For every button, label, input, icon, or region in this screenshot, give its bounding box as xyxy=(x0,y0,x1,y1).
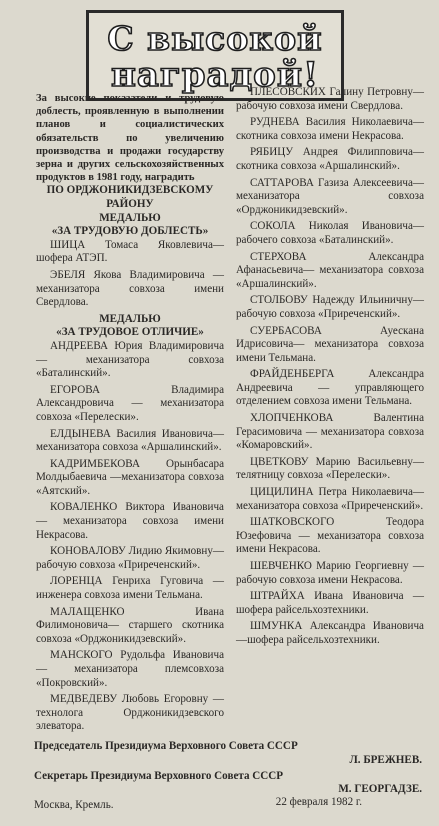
award-entry xyxy=(236,456,424,483)
date: 22 февраля 1982 г. xyxy=(275,796,362,808)
award-entry-text: СТЕРХОВА Александра Афанасьевича— механизатора совхоза «Аршалинский». xyxy=(236,250,424,290)
award-entry-text: МАЛАЩЕНКО Ивана Филимоновича— старшего скотника совхоза «Орджоникидзевский». xyxy=(36,605,224,645)
right-column xyxy=(236,86,424,651)
secretary-label: Секретарь Президиума Верховного Совета СССР xyxy=(34,770,284,782)
award-entry-text: МЕДВЕДЕВУ Любовь Егоровну —технолога Орджоникидзевского элеватора. xyxy=(36,693,224,733)
medal1-title: МЕДАЛЬЮ xyxy=(99,211,161,224)
award-entry xyxy=(236,146,424,173)
award-entry-text: ШТРАЙХА Ивана Ивановича — шофера райсельхозтехники. xyxy=(236,590,424,616)
medal1-name: «ЗА ТРУДОВУЮ ДОБЛЕСТЬ» xyxy=(51,225,209,238)
award-entry xyxy=(236,486,424,513)
award-entry-text: ЛОРЕНЦА Генриха Гуговича —инженера совхоза имени Тельмана. xyxy=(36,575,224,602)
left-award-list xyxy=(36,340,224,734)
award-entry-text: ЭБЕЛЯ Якова Владимировича —механизатора совхоза имени Свердлова. xyxy=(36,268,224,309)
award-entry xyxy=(236,325,424,366)
award-entry xyxy=(36,239,224,266)
place: Москва, Кремль. xyxy=(34,799,114,811)
award-entry xyxy=(236,620,424,647)
award-entry-text: КАДРИМБЕКОВА Орынбасара Молдыбаевича —механизатора совхоза «Аятский». xyxy=(36,457,224,497)
award-entry-text: ФРАЙДЕНБЕРГА Александра Андреевича — управляющего отделением совхоза имени Тельмана. xyxy=(236,368,424,408)
award-entry-text: ХЛОПЧЕНКОВА Валентина Герасимовича — механизатора совхоза «Комаровский». xyxy=(236,412,424,452)
medal2-name: «ЗА ТРУДОВОЕ ОТЛИЧИЕ» xyxy=(56,326,204,339)
award-entry-text: ЦИЦИЛИНА Петра Николаевича—механизатора совхоза «Приреченский». xyxy=(236,486,424,512)
award-entry xyxy=(36,606,224,647)
award-entry xyxy=(36,428,224,455)
award-entry xyxy=(36,269,224,310)
award-entry xyxy=(36,384,224,425)
award-entry-text: СУЕРБАСОВА Ауескана Идрисовича— механизатора совхоза имени Тельмана. xyxy=(236,324,424,364)
award-entry-text: ЦВЕТКОВУ Марию Васильевну— телятницу совхоза «Перелески». xyxy=(236,455,424,482)
medal2-title: МЕДАЛЬЮ xyxy=(99,312,161,325)
award-entry-text: ШАТКОВСКОГО Теодора Юзефовича — механизатора совхоза имени Некрасова. xyxy=(236,516,424,556)
district-heading: ПО ОРДЖОНИКИДЗЕВСКОМУ РАЙОНУ xyxy=(46,184,214,211)
award-entry xyxy=(36,545,224,572)
award-entry xyxy=(236,560,424,587)
award-entry xyxy=(236,368,424,409)
headline-line-2: наградой! xyxy=(110,55,320,95)
award-entry-text: ШМУНКА Александра Ивановича —шофера райсельхозтехники. xyxy=(236,620,424,646)
award-entry xyxy=(36,340,224,381)
award-entry xyxy=(236,86,424,113)
chairman-label: Председатель Президиума Верховного Совета СССР xyxy=(34,740,298,752)
award-entry-text: ШИЦА Томаса Яковлевича— шофера АТЭП. xyxy=(36,238,224,265)
award-entry-text: ЕЛДЫНЕВА Василия Ивановича— механизатора совхоза «Аршалинский». xyxy=(36,427,224,454)
award-entry xyxy=(236,590,424,617)
award-entry-text: ПЛЕСОВСКИХ Галину Петровну— рабочую совхоза имени Свердлова. xyxy=(236,86,424,112)
award-entry xyxy=(236,294,424,321)
award-entry-text: АНДРЕЕВА Юрия Владимировича— механизатора совхоза «Баталинский». xyxy=(36,339,224,380)
award-entry xyxy=(36,575,224,602)
award-entry-text: КОНОВАЛОВУ Лидию Якимовну—рабочую совхоза «Приреченский». xyxy=(36,545,224,571)
award-entry xyxy=(36,501,224,542)
award-entry xyxy=(236,177,424,218)
award-entry-text: РЯБИЦУ Андрея Филипповича—скотника совхоза «Аршалинский». xyxy=(236,146,424,172)
award-entry-text: ШЕВЧЕНКО Марию Георгиевну —рабочую совхоза имени Некрасова. xyxy=(236,560,424,586)
right-award-list xyxy=(236,86,424,648)
chairman-name: Л. БРЕЖНЕВ. xyxy=(349,754,422,766)
award-entry xyxy=(236,251,424,292)
award-entry-text: КОВАЛЕНКО Виктора Ивановича— механизатора совхоза имени Некрасова. xyxy=(36,501,224,541)
award-entry-text: РУДНЕВА Василия Николаевича— скотника совхоза имени Некрасова. xyxy=(236,116,424,142)
headline-line-1: С высокой xyxy=(107,19,323,58)
award-entry xyxy=(236,220,424,247)
award-entry-text: МАНСКОГО Рудольфа Ивановича— механизатора племсовхоза «Покровский». xyxy=(36,649,224,689)
award-entry xyxy=(36,693,224,734)
award-entry xyxy=(236,116,424,143)
award-entry-text: СТОЛБОВУ Надежду Ильиничну—рабочую совхоза «Приреченский». xyxy=(236,294,424,320)
award-entry-text: СОКОЛА Николая Ивановича—рабочего совхоза «Баталинский». xyxy=(236,220,424,246)
decree-intro: За высокие показатели и трудовую доблесть, проявленную в выполнении планов и социалистических обязательств по увеличению производства и продажи государству зерна и других сельскохозяйственных продуктов в 1981 году, наградить xyxy=(36,93,224,184)
secretary-name: М. ГЕОРГАДЗЕ. xyxy=(338,783,422,795)
award-entry xyxy=(236,516,424,557)
award-entry xyxy=(36,649,224,690)
award-entry-text: САТТАРОВА Газиза Алексеевича— механизатора совхоза «Орджоникидзевский». xyxy=(236,176,424,216)
award-entry-text: ЕГОРОВА Владимира Александровича — механизатора совхоза «Перелески». xyxy=(36,383,224,423)
left-column xyxy=(36,92,224,737)
award-entry xyxy=(36,458,224,499)
medal1-list xyxy=(36,239,224,310)
award-entry xyxy=(236,412,424,453)
